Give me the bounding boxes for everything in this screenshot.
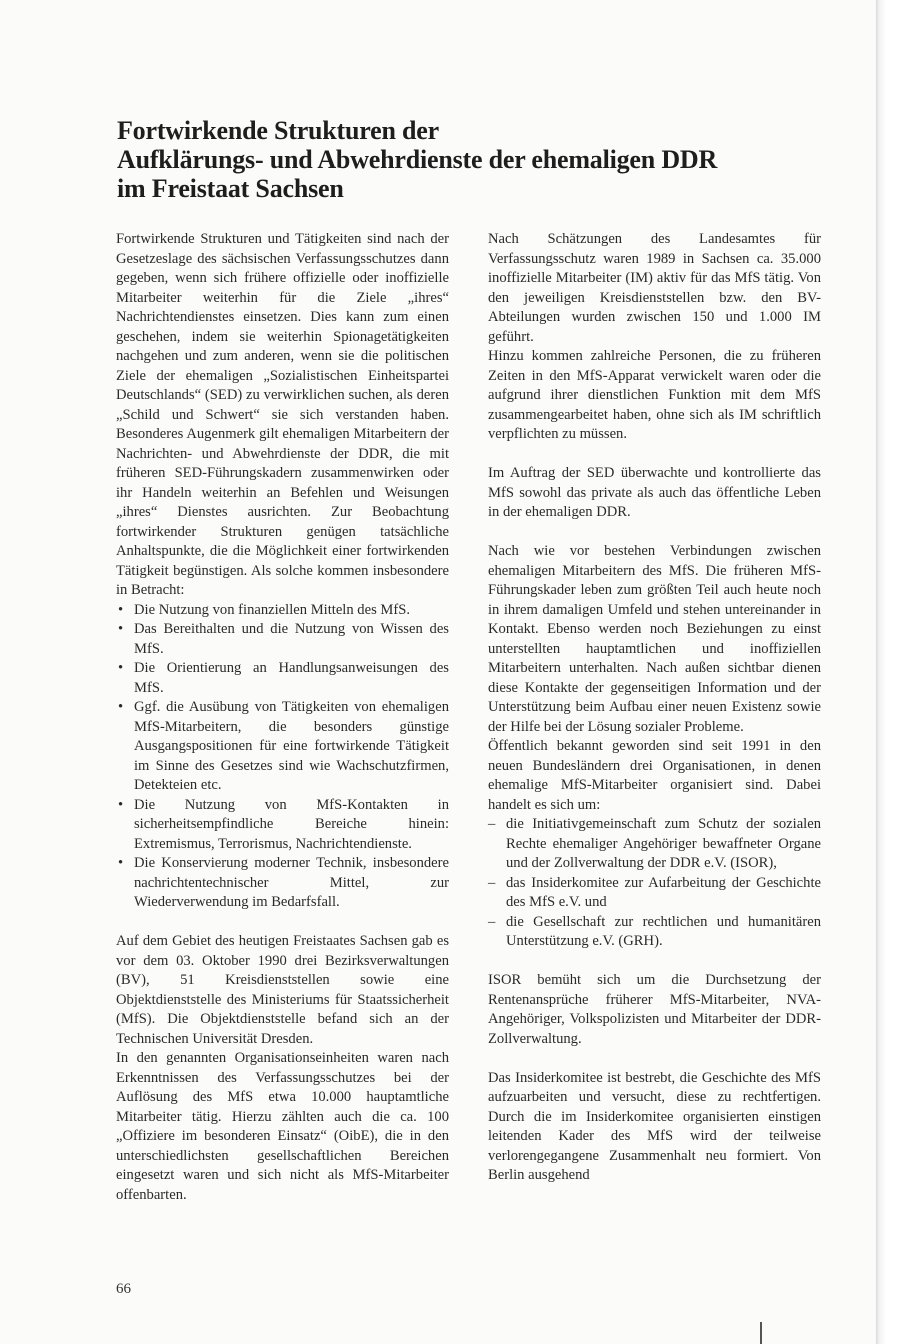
bullet-item: • Die Nutzung von finanziellen Mitteln des MfS. xyxy=(116,601,449,621)
bullet-item: • Das Bereithalten und die Nutzung von Wissen des MfS. xyxy=(116,620,449,659)
right-paragraph-5: Öffentlich bekannt geworden sind seit 1991 in den neuen Bundesländern drei Organisationen, in denen ehemalige MfS-Mitarbeiter organisiert sind. Dabei handelt es sich um: xyxy=(488,738,821,813)
left-paragraph-2: Auf dem Gebiet des heutigen Freistaates Sachsen gab es vor dem 03. Oktober 1990 drei Bezirksverwaltungen (BV), 51 Kreisdienststellen sowie eine Objektdienststelle des Ministeriums für Staatssicherheit (MfS). Die Objektdienststelle befand sich an der Technischen Universität Dresden. xyxy=(116,933,449,1047)
dash-item: – das Insiderkomitee zur Aufarbeitung der Geschichte des MfS e.V. und xyxy=(488,874,821,913)
right-column xyxy=(488,230,821,1186)
dash-item: – die Initiativgemeinschaft zum Schutz der sozialen Rechte ehemaliger Angehöriger bewaffneter Organe und der Zollverwaltung der DDR e.V. (ISOR), xyxy=(488,815,821,874)
right-paragraph-1: Nach Schätzungen des Landesamtes für Verfassungsschutz waren 1989 in Sachsen ca. 35.000 inoffizielle Mitarbeiter (IM) aktiv für das MfS tätig. Von den jeweiligen Kreisdienststellen bzw. den BV-Abteilungen wurden zwischen 150 und 1.000 IM geführt. xyxy=(488,231,821,345)
right-paragraph-6: ISOR bemüht sich um die Durchsetzung der Rentenansprüche früherer MfS-Mitarbeiter, NVA-Angehöriger, Volkspolizisten und Mitarbeiter der DDR-Zollverwaltung. xyxy=(488,972,821,1047)
right-paragraph-7: Das Insiderkomitee ist bestrebt, die Geschichte des MfS aufzuarbeiten und versucht, diese zu rechtfertigen. Durch die im Insiderkomitee organisierten einstigen leitenden Kader des MfS wird der teilweise verlorengegangene Zusammenhalt neu formiert. Von Berlin ausgehend xyxy=(488,1069,821,1183)
page-number: 66 xyxy=(116,1281,131,1297)
criteria-bullet-list xyxy=(116,601,449,913)
organisations-dash-list xyxy=(488,815,821,952)
left-paragraph-3: In den genannten Organisationseinheiten waren nach Erkenntnissen des Verfassungsschutzes bei der Auflösung des MfS etwa 10.000 hauptamtliche Mitarbeiter tätig. Hierzu zählten auch die ca. 100 „Offiziere im besonderen Einsatz“ (OibE), die in den unterschiedlichsten gesellschaftlichen Bereichen eingesetzt waren und sich nicht als MfS-Mitarbeiter offenbarten. xyxy=(116,1050,449,1203)
right-paragraph-2: Hinzu kommen zahlreiche Personen, die zu früheren Zeiten in den MfS-Apparat verwickelt waren oder die aufgrund ihrer dienstlichen Funktion mit dem MfS zusammengearbeitet haben, ohne sich als IM schriftlich verpflichten zu müssen. xyxy=(488,348,821,442)
title-line-2: Aufklärungs- und Abwehrdienste der ehemaligen DDR xyxy=(117,145,718,174)
dash-item: – die Gesellschaft zur rechtlichen und humanitären Unterstützung e.V. (GRH). xyxy=(488,913,821,952)
title-line-1: Fortwirkende Strukturen der xyxy=(117,116,439,145)
right-paragraph-3: Im Auftrag der SED überwachte und kontrollierte das MfS sowohl das private als auch das öffentliche Leben in der ehemaligen DDR. xyxy=(488,465,821,520)
bullet-item: • Die Konservierung moderner Technik, insbesondere nachrichtentechnischer Mittel, zur Wiederverwendung im Bedarfsfall. xyxy=(116,854,449,913)
bullet-item: • Die Orientierung an Handlungsanweisungen des MfS. xyxy=(116,659,449,698)
right-paragraph-4: Nach wie vor bestehen Verbindungen zwischen ehemaligen Mitarbeitern des MfS. Die früheren MfS-Führungskader leben zum größten Teil auch heute noch in ihrem damaligen Umfeld und stehen untereinander in Kontakt. Ebenso werden noch Beziehungen zu einst unterstellten hauptamtlichen und inoffiziellen Mitarbeitern unterhalten. Nach außen sichtbar dienen diese Kontakte der gegenseitigen Information und der Unterstützung beim Aufbau einer neuen Existenz sowie der Hilfe bei der Lösung sozialer Probleme. xyxy=(488,543,821,735)
page-title xyxy=(117,116,817,203)
left-column xyxy=(116,230,449,1205)
page-edge-mark xyxy=(760,1322,762,1344)
bullet-item: • Die Nutzung von MfS-Kontakten in sicherheitsempfindliche Bereiche hinein: Extremismus, Terrorismus, Nachrichtendienste. xyxy=(116,796,449,855)
title-line-3: im Freistaat Sachsen xyxy=(117,174,344,203)
bullet-item: • Ggf. die Ausübung von Tätigkeiten von ehemaligen MfS-Mitarbeitern, die besonders günstige Ausgangspositionen für eine fortwirkende Tätigkeit im Sinne des Gesetzes sind wie Wachschutzfirmen, Detekteien etc. xyxy=(116,698,449,796)
left-paragraph-1: Fortwirkende Strukturen und Tätigkeiten sind nach der Gesetzeslage des sächsischen Verfassungsschutzes dann gegeben, wenn sich frühere offizielle oder inoffizielle Mitarbeiter weiterhin für die Ziele „ihres“ Nachrichtendienstes einsetzen. Dies kann zum einen geschehen, indem sie weiterhin Spionagetätigkeiten nachgehen und zum anderen, wenn sie die politischen Ziele der ehemaligen „Sozialistischen Einheitspartei Deutschlands“ (SED) zu verwirklichen suchen, als deren „Schild und Schwert“ sie sich verstanden haben. Besonderes Augenmerk gilt ehemaligen Mitarbeitern der Nachrichten- und Abwehrdienste der DDR, die mit früheren SED-Führungskadern zusammenwirken oder ihr Handeln weiterhin an Befehlen und Weisungen „ihres“ Dienstes ausrichten. Zur Beobachtung fortwirkender Strukturen genügen tatsächliche Anhaltspunkte, die die Möglichkeit einer fortwirkenden Tätigkeit begünstigen. Als solche kommen insbesondere in Betracht: xyxy=(116,231,449,598)
page-edge-shadow xyxy=(876,0,900,1344)
